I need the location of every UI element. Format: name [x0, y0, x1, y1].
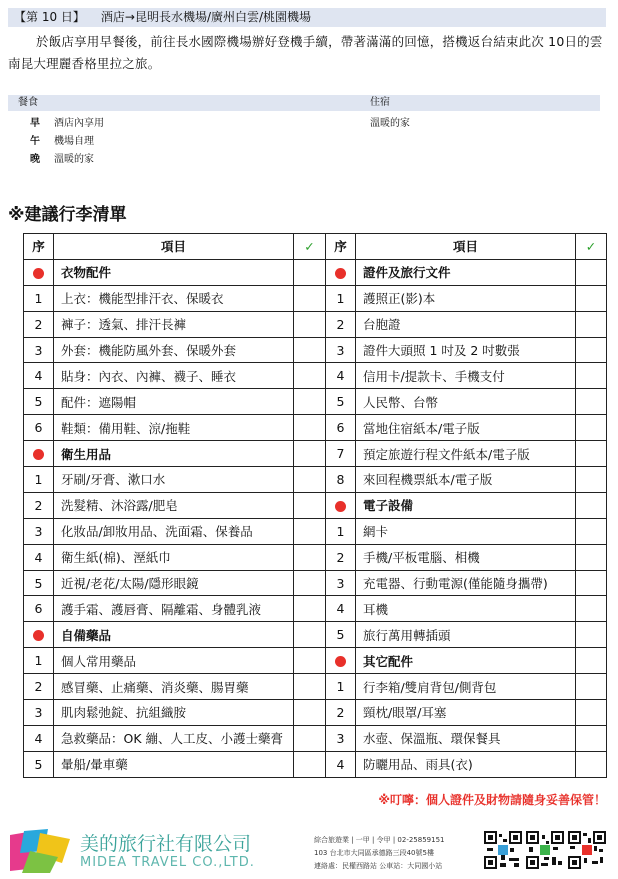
day-header-bar: [8, 8, 606, 27]
item-label: 上衣：機能型排汗衣、保暖衣: [54, 285, 294, 311]
item-label: 證件大頭照 1 吋及 2 吋數張: [356, 337, 576, 363]
meal-key: 早: [30, 118, 40, 129]
item-label: 褲子：透氣、排汗長褲: [54, 311, 294, 337]
item-number: 2: [326, 544, 356, 570]
table-row: [24, 441, 607, 467]
qr-code-icon: [526, 831, 564, 869]
checkbox-cell[interactable]: [294, 259, 326, 285]
checkbox-cell[interactable]: [576, 337, 607, 363]
item-number: 3: [24, 518, 54, 544]
category-bullet-icon: [24, 441, 54, 467]
checkbox-cell[interactable]: [294, 622, 326, 648]
seq-header: 序: [326, 234, 356, 260]
category-bullet-icon: [326, 492, 356, 518]
packing-list-title: ※建議行李清單: [8, 205, 127, 225]
item-number: 4: [24, 363, 54, 389]
item-number: 3: [24, 337, 54, 363]
bullet-dot-icon: [33, 630, 44, 641]
item-label: 充電器、行動電源(僅能隨身攜帶): [356, 570, 576, 596]
item-number: 4: [326, 751, 356, 777]
checkbox-cell[interactable]: [576, 518, 607, 544]
item-label: 配件：遮陽帽: [54, 389, 294, 415]
day-description: 於飯店享用早餐後，前往長水國際機場辦好登機手續，帶著滿滿的回憶，搭機返台結束此次 10日的雲南昆大理麗香格里拉之旅。: [8, 34, 603, 71]
item-number: 3: [326, 337, 356, 363]
item-number: 2: [24, 492, 54, 518]
packing-list-body: [24, 259, 607, 777]
table-row: [24, 622, 607, 648]
item-label: 衛生紙(棉)、溼紙巾: [54, 544, 294, 570]
item-number: 1: [24, 467, 54, 493]
item-label: 肌肉鬆弛錠、抗組織胺: [54, 700, 294, 726]
item-label: 來回程機票紙本/電子版: [356, 467, 576, 493]
checkbox-cell[interactable]: [294, 725, 326, 751]
item-number: 2: [326, 311, 356, 337]
table-row: [24, 337, 607, 363]
footer: [0, 823, 618, 879]
item-number: 1: [326, 674, 356, 700]
item-number: 5: [326, 622, 356, 648]
item-label: 行李箱/雙肩背包/側背包: [356, 674, 576, 700]
table-row: [24, 544, 607, 570]
checkbox-cell[interactable]: [294, 492, 326, 518]
item-label: 鞋類：備用鞋、涼/拖鞋: [54, 415, 294, 441]
checkbox-cell[interactable]: [576, 492, 607, 518]
checkbox-cell[interactable]: [294, 648, 326, 674]
item-label: 旅行萬用轉插頭: [356, 622, 576, 648]
category-label: 其它配件: [356, 648, 576, 674]
item-label: 護照正(影)本: [356, 285, 576, 311]
table-row: [24, 389, 607, 415]
checkbox-cell[interactable]: [576, 363, 607, 389]
check-header-icon: ✓: [294, 234, 326, 260]
check-header-icon: ✓: [576, 234, 607, 260]
table-row: [24, 311, 607, 337]
checkbox-cell[interactable]: [294, 311, 326, 337]
checkbox-cell[interactable]: [294, 363, 326, 389]
item-number: 4: [326, 363, 356, 389]
item-label: 暈船/暈車藥: [54, 751, 294, 777]
hotel-value: 溫暖的家: [370, 118, 410, 129]
day-route: 酒店→昆明長水機場/廣州白雲/桃園機場: [100, 10, 312, 24]
item-label: 急救藥品：OK 繃、人工皮、小護士藥膏: [54, 725, 294, 751]
item-number: 6: [24, 415, 54, 441]
table-row: [24, 492, 607, 518]
checkbox-cell[interactable]: [576, 544, 607, 570]
checkbox-cell[interactable]: [294, 570, 326, 596]
checkbox-cell[interactable]: [576, 596, 607, 622]
meal-key: 午: [30, 136, 40, 147]
item-label: 人民幣、台幣: [356, 389, 576, 415]
qr-code-icon: [568, 831, 606, 869]
checkbox-cell[interactable]: [294, 467, 326, 493]
item-number: 5: [326, 389, 356, 415]
item-label: 洗髮精、沐浴露/肥皂: [54, 492, 294, 518]
table-row: [24, 415, 607, 441]
item-label: 貼身：內衣、內褲、襪子、睡衣: [54, 363, 294, 389]
item-number: 1: [24, 648, 54, 674]
checkbox-cell[interactable]: [576, 311, 607, 337]
table-row: [24, 674, 607, 700]
table-row: [24, 518, 607, 544]
checkbox-cell[interactable]: [294, 441, 326, 467]
checkbox-cell[interactable]: [576, 389, 607, 415]
item-label: 防曬用品、雨具(衣): [356, 751, 576, 777]
item-number: 5: [24, 751, 54, 777]
item-number: 2: [326, 700, 356, 726]
bullet-dot-icon: [33, 268, 44, 279]
item-label: 外套：機能防風外套、保暖外套: [54, 337, 294, 363]
meal-header: 餐食: [18, 97, 38, 108]
item-label: 當地住宿紙本/電子版: [356, 415, 576, 441]
agency-line: 103 台北市大同區承德路三段40號5樓: [314, 849, 434, 857]
meal-value: 酒店內享用: [54, 118, 104, 129]
meal-value: 溫暖的家: [54, 154, 94, 165]
item-number: 3: [326, 570, 356, 596]
bullet-dot-icon: [335, 656, 346, 667]
company-name-en: MIDEA TRAVEL CO.,LTD.: [80, 855, 255, 870]
table-header-row: [24, 234, 607, 260]
item-number: 2: [24, 674, 54, 700]
table-row: [24, 596, 607, 622]
item-label: 耳機: [356, 596, 576, 622]
table-row: [24, 570, 607, 596]
table-row: [24, 648, 607, 674]
item-label: 預定旅遊行程文件紙本/電子版: [356, 441, 576, 467]
item-number: 6: [24, 596, 54, 622]
item-number: 5: [24, 570, 54, 596]
seq-header: 序: [24, 234, 54, 260]
category-label: 電子設備: [356, 492, 576, 518]
category-bullet-icon: [24, 259, 54, 285]
item-label: 近視/老花/太陽/隱形眼鏡: [54, 570, 294, 596]
checkbox-cell[interactable]: [576, 751, 607, 777]
item-number: 4: [326, 596, 356, 622]
category-bullet-icon: [24, 622, 54, 648]
table-row: [24, 700, 607, 726]
reminder-note: ※叮嚀：個人證件及財物請隨身妥善保管！: [378, 793, 606, 807]
item-number: 7: [326, 441, 356, 467]
item-label: 台胞證: [356, 311, 576, 337]
item-number: 1: [326, 518, 356, 544]
checkbox-cell[interactable]: [294, 544, 326, 570]
meal-row-lunch: [8, 133, 600, 151]
meal-value: 機場自理: [54, 136, 94, 147]
company-logo-icon: [10, 829, 72, 873]
category-bullet-icon: [326, 648, 356, 674]
qr-code-icon: [484, 831, 522, 869]
agency-info: [314, 834, 480, 873]
checkbox-cell[interactable]: [576, 674, 607, 700]
item-number: 3: [24, 700, 54, 726]
item-number: 1: [24, 285, 54, 311]
category-label: 自備藥品: [54, 622, 294, 648]
table-row: [24, 725, 607, 751]
item-label: 手機/平板電腦、相機: [356, 544, 576, 570]
item-label: 頸枕/眼罩/耳塞: [356, 700, 576, 726]
checkbox-cell[interactable]: [576, 648, 607, 674]
item-label: 個人常用藥品: [54, 648, 294, 674]
agency-line: 綜合旅遊業 | 一甲 | 令甲 | 02-25859151: [314, 836, 445, 844]
item-label: 水壺、保溫瓶、環保餐具: [356, 725, 576, 751]
item-label: 化妝品/卸妝用品、洗面霜、保養品: [54, 518, 294, 544]
item-label: 信用卡/提款卡、手機支付: [356, 363, 576, 389]
checkbox-cell[interactable]: [576, 415, 607, 441]
item-number: 4: [24, 544, 54, 570]
bullet-dot-icon: [33, 449, 44, 460]
item-label: 牙刷/牙膏、漱口水: [54, 467, 294, 493]
checkbox-cell[interactable]: [294, 518, 326, 544]
item-number: 1: [326, 285, 356, 311]
category-label: 衛生用品: [54, 441, 294, 467]
meal-list: [8, 115, 600, 169]
checkbox-cell[interactable]: [576, 700, 607, 726]
meal-row-dinner: [8, 151, 600, 169]
table-row: [24, 363, 607, 389]
item-label: 網卡: [356, 518, 576, 544]
checkbox-cell[interactable]: [294, 700, 326, 726]
packing-list-table: [23, 233, 607, 778]
item-number: 2: [24, 311, 54, 337]
checkbox-cell[interactable]: [294, 337, 326, 363]
agency-line: 連絡處：民權西路站 公車站：大同國小站: [314, 862, 443, 870]
checkbox-cell[interactable]: [576, 570, 607, 596]
checkbox-cell[interactable]: [576, 622, 607, 648]
table-row: [24, 751, 607, 777]
item-number: 6: [326, 415, 356, 441]
item-label: 護手霜、護唇膏、隔離霜、身體乳液: [54, 596, 294, 622]
meal-row-breakfast: [8, 115, 600, 133]
checkbox-cell[interactable]: [294, 596, 326, 622]
category-label: 衣物配件: [54, 259, 294, 285]
item-header: 項目: [54, 234, 294, 260]
item-number: 5: [24, 389, 54, 415]
item-number: 3: [326, 725, 356, 751]
hotel-header: 住宿: [370, 97, 390, 108]
checkbox-cell[interactable]: [576, 259, 607, 285]
day-number: 【第 10 日】: [14, 10, 85, 24]
table-row: [24, 467, 607, 493]
checkbox-cell[interactable]: [294, 389, 326, 415]
table-row: [24, 259, 607, 285]
item-label: 感冒藥、止痛藥、消炎藥、腸胃藥: [54, 674, 294, 700]
category-label: 證件及旅行文件: [356, 259, 576, 285]
bullet-dot-icon: [335, 501, 346, 512]
checkbox-cell[interactable]: [576, 441, 607, 467]
checkbox-cell[interactable]: [294, 285, 326, 311]
meal-key: 晚: [30, 154, 40, 165]
table-row: [24, 285, 607, 311]
item-number: 4: [24, 725, 54, 751]
meal-header-bar: [8, 95, 600, 111]
checkbox-cell[interactable]: [294, 751, 326, 777]
checkbox-cell[interactable]: [576, 467, 607, 493]
bullet-dot-icon: [335, 268, 346, 279]
category-bullet-icon: [326, 259, 356, 285]
checkbox-cell[interactable]: [576, 725, 607, 751]
item-header: 項目: [356, 234, 576, 260]
checkbox-cell[interactable]: [294, 415, 326, 441]
checkbox-cell[interactable]: [576, 285, 607, 311]
company-name: 美的旅行社有限公司: [80, 833, 252, 855]
item-number: 8: [326, 467, 356, 493]
checkbox-cell[interactable]: [294, 674, 326, 700]
